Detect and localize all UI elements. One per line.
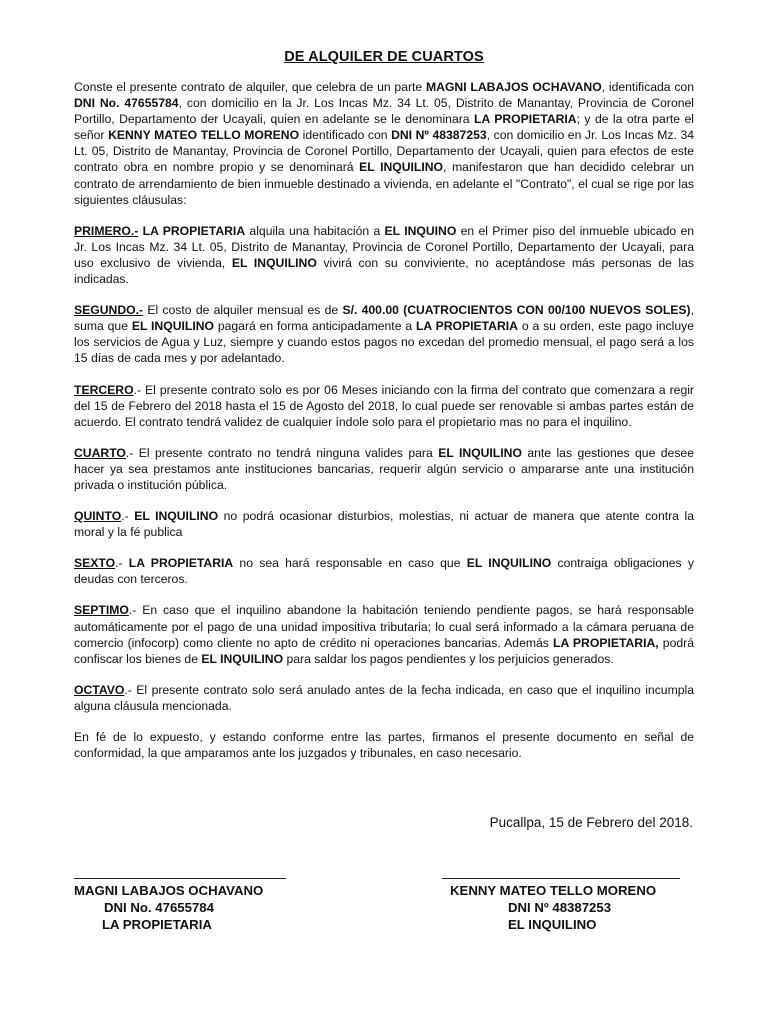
tenant-role: EL INQUILINO bbox=[359, 160, 444, 175]
clause-text: .- bbox=[115, 556, 129, 571]
intro-text-5: identificado con bbox=[299, 128, 392, 143]
signatory-role: EL INQUILINO bbox=[508, 917, 597, 932]
clause-text: no podrá ocasionar disturbios, molestias, ni actuar de manera que atente contra la moral y la fé publica bbox=[74, 509, 694, 540]
clause-text: El costo de alquiler mensual es de bbox=[143, 303, 343, 318]
intro-text-2: , identificada con bbox=[601, 80, 694, 94]
clause-bold: EL INQUILINO bbox=[231, 255, 317, 270]
clause-bold: EL INQUILINO bbox=[131, 319, 214, 334]
clause-heading: OCTAVO bbox=[74, 682, 125, 697]
clause-text: ante las gestiones que desee hacer ya sea prestamos ante instituciones bancarias, requerir algún servicio o ampararse ante una institución privada o institución pública. bbox=[74, 445, 694, 492]
clause-primero bbox=[74, 223, 694, 287]
tenant-name: KENNY MATEO TELLO MORENO bbox=[108, 128, 300, 143]
clause-heading: PRIMERO.- bbox=[74, 223, 139, 238]
clause-septimo bbox=[74, 602, 694, 666]
signature-block-owner bbox=[74, 878, 286, 933]
tenant-dni: DNI Nº 48387253 bbox=[391, 128, 487, 143]
signature-line bbox=[442, 878, 680, 879]
clause-text: contraiga obligaciones y deudas con terceros. bbox=[74, 556, 694, 587]
clause-bold: EL INQUILINO bbox=[438, 445, 522, 460]
signatory-name: KENNY MATEO TELLO MORENO bbox=[450, 883, 657, 898]
clause-quinto bbox=[74, 508, 694, 540]
rent-amount: S/. 400.00 (CUATROCIENTOS CON 00/100 NUEVOS SOLES) bbox=[342, 303, 691, 318]
clause-text: vivirá con su conviviente, no aceptándose más personas de las indicadas. bbox=[74, 255, 694, 287]
signature-line bbox=[74, 878, 286, 879]
intro-text-6: , con domicilio en Jr. Los Incas Mz. 34 Lt. 05, Distrito de Manantay, Provincia de Coronel Portillo, Departamento der Ucayali, quien para efectos de este contrato obra en nombre propio y se denominará bbox=[74, 128, 694, 175]
closing-paragraph: En fé de lo expuesto, y estando conforme entre las partes, firmanos el presente documento en señal de conformidad, la que amparamos ante los juzgados y tribunales, en caso necesario. bbox=[74, 730, 694, 761]
owner-role: LA PROPIETARIA bbox=[474, 112, 577, 127]
clause-heading: TERCERO bbox=[74, 382, 134, 397]
signature-block-tenant bbox=[442, 878, 680, 933]
intro-text-7: , manifestaron que han decidido celebrar un contrato de arrendamiento de bien inmueble destinado a vivienda, en adelante el "Contrato", el cual se rige por las siguientes cláusulas: bbox=[74, 160, 695, 207]
clause-bold: LA PROPIETARIA bbox=[142, 223, 246, 238]
clause-text: .- El presente contrato solo es por 06 Meses iniciando con la firma del contrato que comenzara a regir del 15 de Febrero del 2018 hasta el 15 de Agosto del 2018, lo cual puede ser renovable si ambas partes están de acuerdo. El contrato tendrá validez de cualquier índole solo para el propietario mas no para el inquilino. bbox=[74, 382, 694, 429]
intro-paragraph bbox=[74, 79, 694, 208]
clause-text: en el Primer piso del inmueble ubicado en Jr. Los Incas Mz. 34 Lt. 05, Distrito de Manantay, Provincia de Coronel Portillo, Departamento der Ucayali, para uso exclusivo de vivienda, bbox=[74, 223, 694, 270]
clause-bold: EL INQUILINO bbox=[466, 556, 552, 571]
clause-bold: EL INQUILINO bbox=[201, 651, 284, 666]
signing-date: Pucallpa, 15 de Febrero del 2018. bbox=[489, 815, 693, 830]
intro-text-1: Conste el presente contrato de alquiler, que celebra de un parte bbox=[74, 80, 426, 94]
owner-dni: DNI No. 47655784 bbox=[74, 96, 179, 111]
clause-tercero bbox=[74, 382, 694, 430]
document-title: DE ALQUILER DE CUARTOS bbox=[284, 49, 484, 65]
clause-text: .- bbox=[121, 509, 135, 524]
contract-body bbox=[74, 79, 694, 776]
clause-segundo bbox=[74, 302, 694, 366]
clause-text: .- En caso que el inquilino abandone la habitación teniendo pendiente pagos, se hará responsable automáticamente por el pago de una unidad impositiva tributaria; lo cual será informado a la cámara peruana de comercio (infocorp) como cliente no apto de crédito ni operaciones bancarias. Además bbox=[74, 603, 694, 650]
clause-text: pagará en forma anticipadamente a bbox=[214, 319, 416, 334]
clause-text: o a su orden, este pago incluye los servicios de Agua y Luz, siempre y cuando estos pagos no excedan del promedio mensual, el pago será a los 15 días de cada mes y por adelantado. bbox=[74, 319, 694, 366]
clause-text: para saldar los pagos pendientes y los perjuicios generados. bbox=[283, 651, 614, 666]
clause-heading: CUARTO bbox=[74, 445, 126, 460]
clause-bold: EL INQUILINO bbox=[134, 509, 219, 524]
clause-heading: SEXTO bbox=[74, 556, 116, 571]
clause-heading: SEPTIMO bbox=[74, 603, 129, 618]
clause-sexto bbox=[74, 555, 694, 587]
clause-cuarto bbox=[74, 445, 694, 493]
clause-bold: LA PROPIETARIA bbox=[128, 556, 234, 571]
intro-text-3: , con domicilio en la Jr. Los Incas Mz. 34 Lt. 05, Distrito de Manantay, Provincia de Coronel Portillo, Departamento der Ucayali, quien en adelante se le denominara bbox=[74, 96, 695, 127]
signatory-name: MAGNI LABAJOS OCHAVANO bbox=[74, 883, 264, 898]
clause-text: , suma que bbox=[74, 303, 694, 334]
owner-name: MAGNI LABAJOS OCHAVANO bbox=[426, 80, 602, 94]
clause-octavo bbox=[74, 682, 694, 714]
clause-heading: SEGUNDO.- bbox=[74, 303, 144, 318]
signatory-dni: DNI Nº 48387253 bbox=[508, 900, 612, 915]
signatory-role: LA PROPIETARIA bbox=[102, 917, 212, 932]
clause-bold: LA PROPIETARIA, bbox=[553, 635, 659, 650]
clause-text: .- El presente contrato no tendrá ninguna valides para bbox=[125, 445, 439, 460]
clause-bold: EL INQUINO bbox=[384, 223, 457, 238]
clause-text: .- El presente contrato solo será anulado antes de la fecha indicada, en caso que el inquilino incumpla alguna cláusula mencionada. bbox=[74, 682, 694, 713]
clause-heading: QUINTO bbox=[74, 509, 122, 524]
intro-text-4: ; y de la otra parte el señor bbox=[74, 112, 694, 143]
clause-text: no sea hará responsable en caso que bbox=[233, 556, 467, 571]
signatory-dni: DNI No. 47655784 bbox=[104, 900, 214, 915]
clause-text: alquila una habitación a bbox=[245, 223, 385, 238]
clause-text: podrá confiscar los bienes de bbox=[74, 635, 694, 666]
clause-bold: LA PROPIETARIA bbox=[415, 319, 518, 334]
